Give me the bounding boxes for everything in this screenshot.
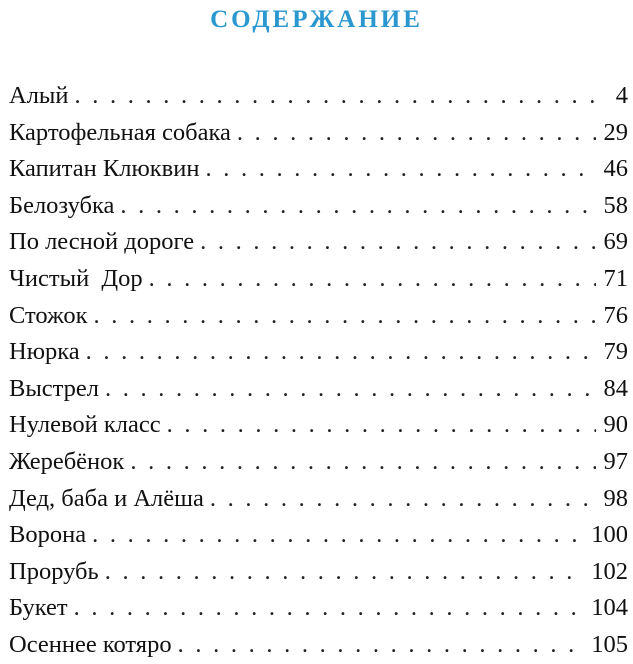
dot-leader [210, 481, 596, 518]
toc-entry[interactable] [9, 151, 628, 188]
toc-entry-page: 102 [591, 557, 628, 585]
toc-entry[interactable] [9, 188, 628, 225]
toc-entry-page: 98 [603, 484, 628, 512]
toc-entry-page: 104 [591, 594, 628, 622]
dot-leader [75, 78, 608, 115]
toc-entry-title: Жеребёнок [9, 447, 125, 475]
toc-entry-title: Белозубка [9, 191, 115, 219]
toc-entry-title: Букет [9, 594, 68, 622]
dot-leader [205, 151, 595, 188]
toc-entry-title: Алый [9, 82, 69, 109]
toc-entry-title: Картофельная собака [9, 118, 231, 146]
toc-entry[interactable] [9, 224, 628, 261]
dot-leader [94, 298, 596, 335]
dot-leader [130, 444, 595, 481]
toc-entry[interactable] [9, 481, 628, 518]
toc-entry-page: 97 [603, 447, 628, 475]
toc-entry-title: Капитан Клюквин [9, 155, 200, 183]
toc-entry[interactable] [9, 115, 628, 152]
toc-entry-page: 76 [603, 301, 628, 329]
dot-leader [237, 115, 596, 152]
toc-entry[interactable] [9, 334, 628, 371]
toc-entry-page: 71 [603, 264, 628, 292]
toc-entry-title: Нюрка [9, 338, 80, 366]
toc-entry-title: Стожок [9, 301, 88, 329]
toc-entry-title: Дед, баба и Алёша [9, 484, 204, 512]
toc-entry-page: 90 [603, 411, 628, 439]
toc-entry[interactable] [9, 627, 628, 664]
dot-leader [167, 407, 596, 444]
toc-entry-page: 4 [615, 82, 628, 109]
dot-leader [149, 261, 596, 298]
table-of-contents [9, 78, 628, 664]
page-title: СОДЕРЖАНИЕ [210, 6, 423, 33]
toc-entry-title: Прорубь [9, 557, 99, 585]
toc-entry-page: 46 [603, 155, 628, 183]
dot-leader [92, 517, 583, 554]
toc-entry[interactable] [9, 517, 628, 554]
toc-entry-page: 69 [603, 228, 628, 256]
dot-leader [105, 554, 584, 591]
toc-entry-title: Выстрел [9, 374, 100, 402]
toc-entry-title: Ворона [9, 521, 87, 549]
toc-entry-page: 84 [603, 374, 628, 402]
toc-entry-page: 79 [603, 338, 628, 366]
toc-entry-title: Осеннее котяро [9, 630, 172, 658]
toc-entry-page: 100 [591, 521, 628, 549]
toc-entry-title: Чистый Дор [9, 264, 143, 292]
dot-leader [120, 188, 595, 225]
toc-entry-page: 58 [603, 191, 628, 219]
dot-leader [74, 590, 584, 627]
toc-entry[interactable] [9, 78, 628, 115]
toc-entry-page: 29 [603, 118, 628, 146]
toc-entry[interactable] [9, 371, 628, 408]
dot-leader [86, 334, 596, 371]
toc-entry-title: Нулевой класс [9, 411, 161, 439]
toc-entry[interactable] [9, 590, 628, 627]
toc-entry-title: По лесной дороге [9, 228, 195, 256]
toc-entry[interactable] [9, 298, 628, 335]
dot-leader [178, 627, 584, 664]
toc-entry[interactable] [9, 261, 628, 298]
toc-entry[interactable] [9, 554, 628, 591]
dot-leader [105, 371, 595, 408]
dot-leader [200, 224, 595, 261]
toc-entry-page: 105 [591, 630, 628, 658]
toc-entry[interactable] [9, 407, 628, 444]
toc-entry[interactable] [9, 444, 628, 481]
